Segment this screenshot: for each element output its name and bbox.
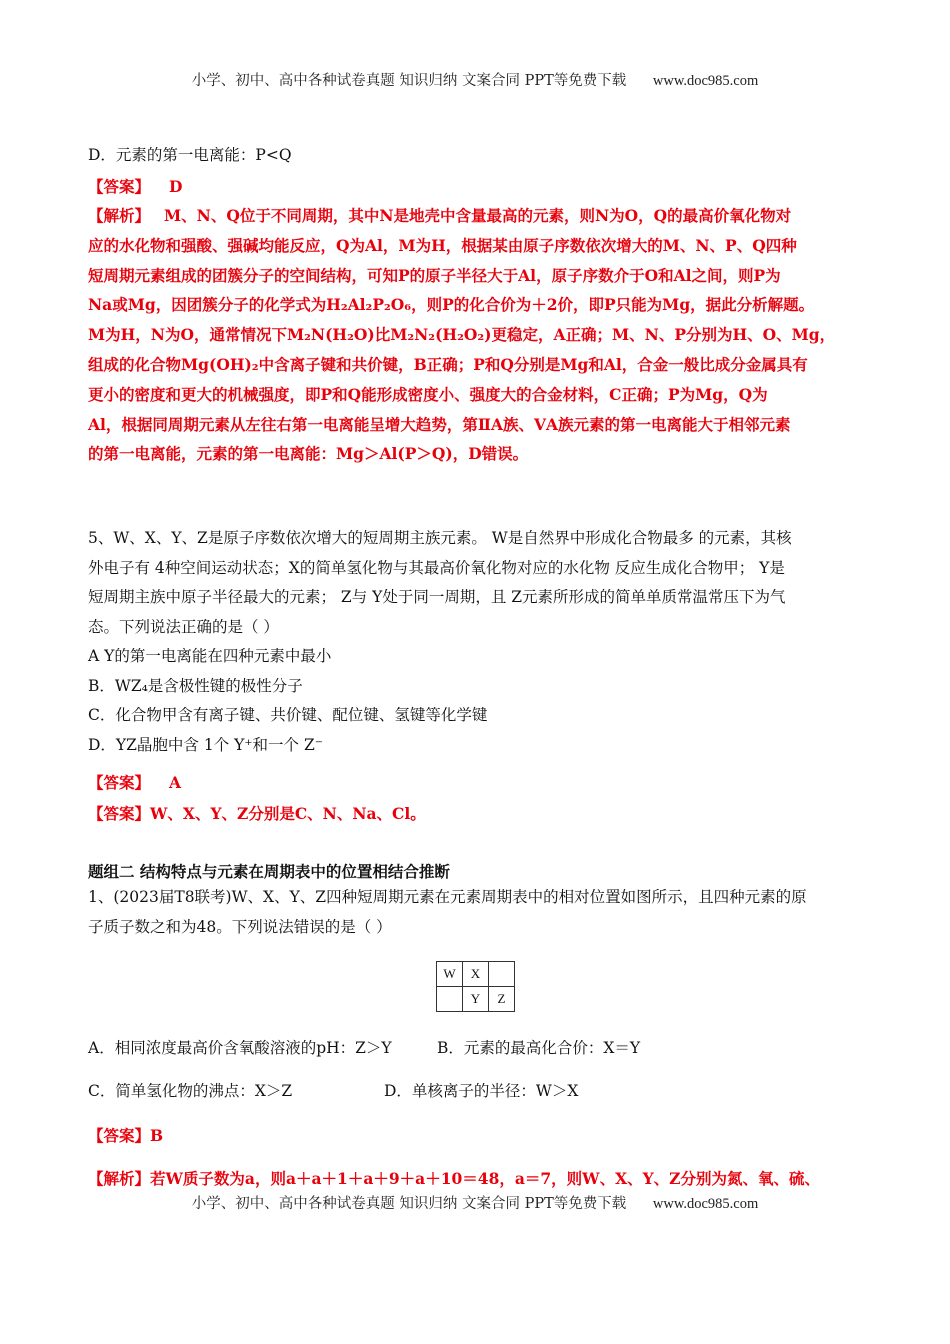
q5-answer-value: A: [168, 773, 181, 792]
q5-stem-line: 态。下列说法正确的是（ ）: [88, 617, 279, 636]
group2-option-d: D．单核离子的半径：W＞X: [384, 1082, 579, 1100]
group2-answer-label: 【答案】: [88, 1126, 151, 1145]
footer-site[interactable]: www.doc985.com: [652, 1196, 759, 1212]
group2-q1-stem: [88, 883, 864, 942]
grid-cell: [489, 962, 515, 987]
q4-answer-value: D: [168, 177, 183, 196]
q4-analysis-line: M为H，N为O，通常情况下M₂N(H₂O)比M₂N₂(H₂O₂)更稳定，A正确；M、N、P分别为H、O、Mg，: [88, 325, 836, 345]
grid-cell: W: [437, 962, 463, 987]
group2-option-b: B．元素的最高化合价：X＝Y: [437, 1039, 641, 1057]
q4-analysis-line: Na或Mg，因团簇分子的化学式为H₂Al₂P₂O₆，则P的化合价为＋2价，即P只能为Mg，据此分析解题。: [88, 295, 815, 315]
q4-analysis-line: 组成的化合物Mg(OH)₂中含离子键和共价键，B正确；P和Q分别是Mg和Al，合金一般比成分金属具有: [88, 354, 808, 374]
grid-cell: Z: [489, 987, 515, 1012]
group2-analysis-label: 【解析】: [88, 1169, 151, 1188]
q4-answer: [88, 175, 182, 197]
q5-option-d: D．YZ晶胞中含 1个 Y⁺和一个 Z⁻: [88, 735, 323, 754]
q4-answer-label: 【答案】: [88, 177, 151, 196]
q5-stem-line: 外电子有 4种空间运动状态；X的简单氢化物与其最高价氧化物对应的水化物 反应生成化合物甲； Y是: [88, 558, 785, 577]
q5-answer: [88, 771, 181, 793]
q5-answer2-label: 【答案】: [88, 804, 151, 823]
page-header: [0, 69, 950, 90]
q5-stem-line: 短周期主族中原子半径最大的元素； Z与 Y处于同一周期，且 Z元素所形成的简单单质常温常压下为气: [88, 588, 786, 606]
group2-stem-line: 子质子数之和为48。下列说法错误的是（ ）: [88, 917, 392, 936]
group2-option-c: C．简单氢化物的沸点：X＞Z: [88, 1082, 293, 1100]
group2-answer: [88, 1124, 163, 1146]
q4-option-d: D．元素的第一电离能：P<Q: [88, 146, 292, 164]
header-text: 小学、初中、高中各种试卷真题 知识归纳 文案合同 PPT等免费下载: [191, 73, 627, 89]
q4-analysis-line: 应的水化物和强酸、强碱均能反应，Q为Al，M为H，根据某由原子序数依次增大的M、N、P、Q四种: [88, 235, 797, 255]
q4-analysis-line: 【解析】 M、N、Q位于不同周期，其中N是地壳中含量最高的元素，则N为O，Q的最高价氧化物对: [88, 206, 792, 225]
grid-cell: X: [463, 962, 489, 987]
page-footer: [0, 1192, 950, 1213]
q5-option-b: B．WZ₄是含极性键的极性分子: [88, 676, 303, 695]
group2-answer-value: B: [150, 1126, 164, 1145]
group2-analysis: [88, 1167, 820, 1189]
q4-analysis-line: 的第一电离能，元素的第一电离能：Mg＞Al(P＞Q)，D错误。: [88, 444, 529, 464]
q5-answer2-value: W、X、Y、Z分别是C、N、Na、Cl。: [150, 804, 426, 823]
q5-stem: [88, 524, 864, 760]
q5-option-a: A Y的第一电离能在四种元素中最小: [88, 647, 332, 665]
q4-analysis-line: 更小的密度和更大的机械强度，即P和Q能形成密度小、强度大的合金材料，C正确；P为Mg，Q为: [88, 384, 768, 404]
q4-analysis-label: 【解析】: [88, 206, 151, 225]
footer-text: 小学、初中、高中各种试卷真题 知识归纳 文案合同 PPT等免费下载: [191, 1196, 627, 1212]
group2-title: 题组二 结构特点与元素在周期表中的位置相结合推断: [88, 862, 450, 881]
group2-analysis-text: 若W质子数为a，则a＋a＋1＋a＋9＋a＋10＝48，a＝7，则W、X、Y、Z分别为氮、氧、硫、: [150, 1169, 820, 1188]
q5-answer-detail: [88, 802, 426, 824]
q4-analysis: [88, 201, 864, 469]
grid-cell: Y: [463, 987, 489, 1012]
q5-answer-label: 【答案】: [88, 773, 151, 792]
header-site[interactable]: www.doc985.com: [652, 73, 759, 89]
group2-stem-line: 1、(2023届T8联考)W、X、Y、Z四种短周期元素在元素周期表中的相对位置如图所示，且四种元素的原: [88, 888, 807, 906]
grid-cell: [437, 987, 463, 1012]
q4-analysis-line: 短周期元素组成的团簇分子的空间结构，可知P的原子半径大于Al，原子序数介于O和Al之间，则P为: [88, 265, 781, 285]
q5-option-c: C．化合物甲含有离子键、共价键、配位键、氢键等化学键: [88, 706, 488, 724]
q4-analysis-line: Al，根据同周期元素从左往右第一电离能呈增大趋势，第ⅡA族、ⅤA族元素的第一电离能大于相邻元素: [88, 414, 791, 434]
q5-stem-line: 5、W、X、Y、Z是原子序数依次增大的短周期主族元素。 W是自然界中形成化合物最多 的元素，其核: [88, 529, 792, 547]
group2-option-a: A．相同浓度最高价含氧酸溶液的pH：Z＞Y: [88, 1039, 392, 1057]
periodic-position-grid: [436, 961, 515, 1012]
